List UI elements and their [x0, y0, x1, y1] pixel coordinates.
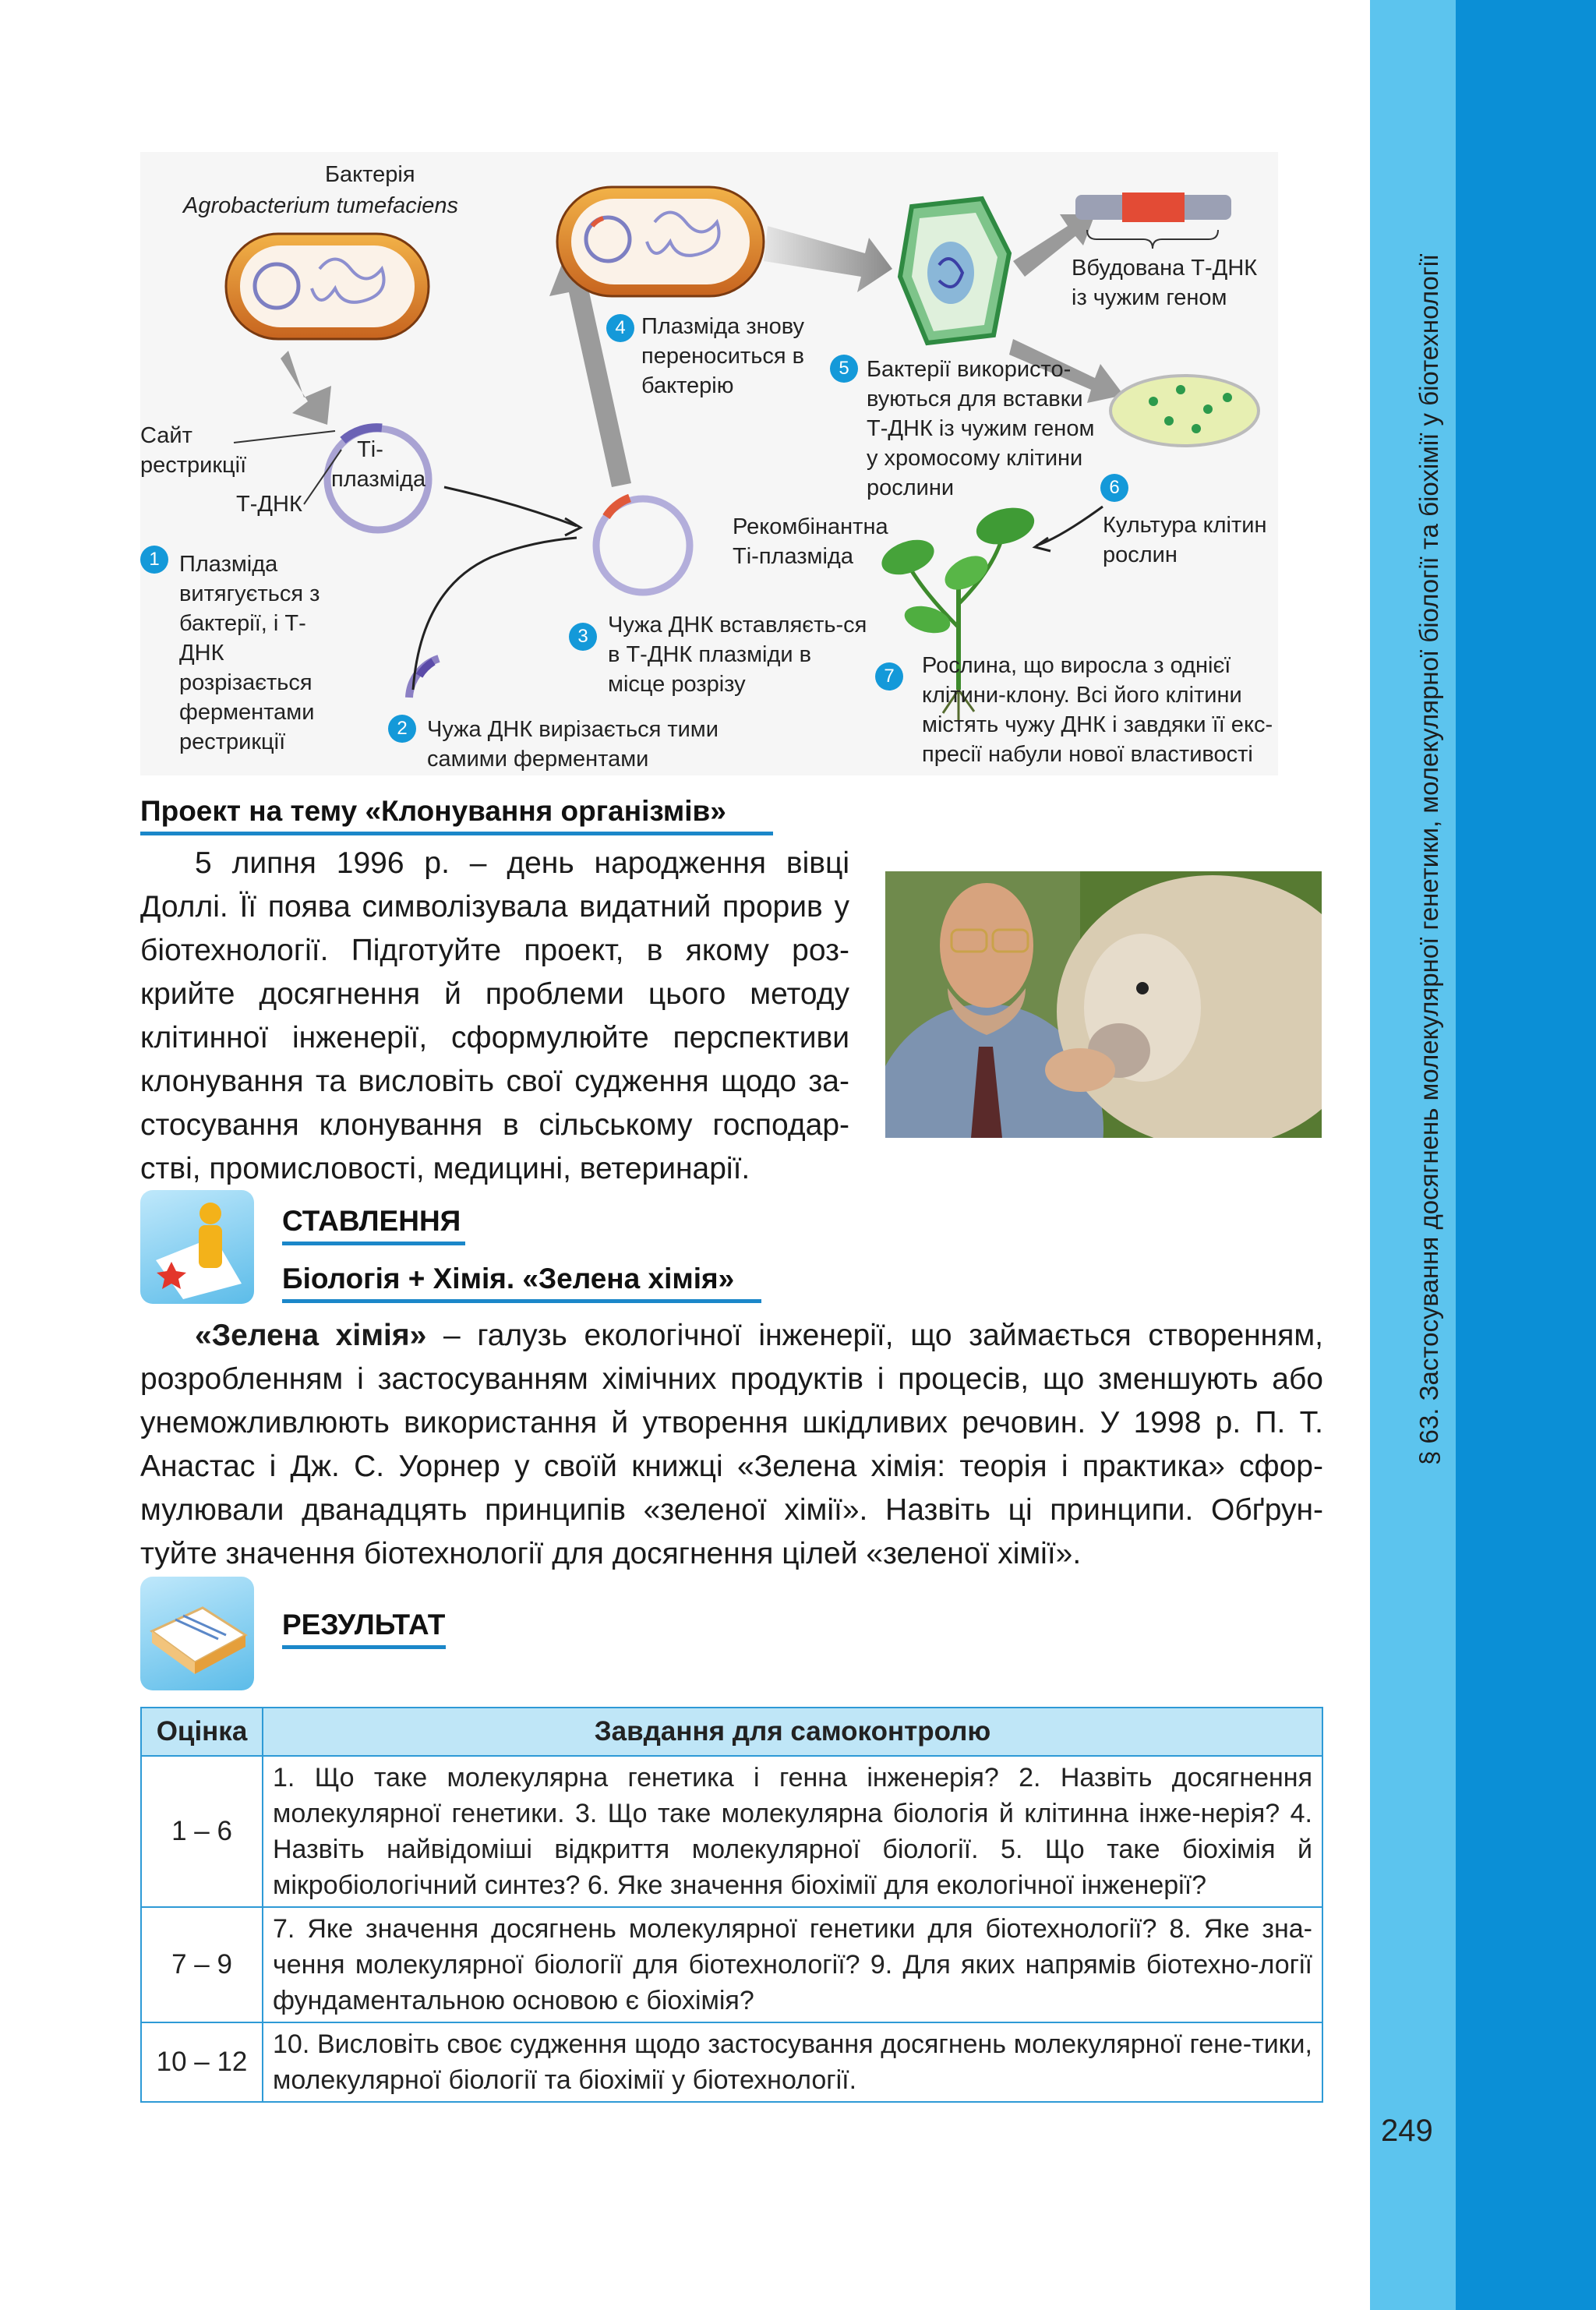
table-row — [141, 1756, 1322, 1907]
award-figure-icon — [140, 1190, 254, 1304]
step-6-text: Культура клітин рослин — [1103, 513, 1267, 567]
ti-plasmid-label: Ті-плазміда — [331, 437, 426, 492]
notebook-icon — [140, 1577, 254, 1690]
restriction-site-label: Сайт рестрикції — [140, 423, 247, 478]
tasks-column-header: Завдання для самоконтролю — [263, 1708, 1322, 1756]
step-5-text: Бактерії використо-вуються для вставки Т-ДНК із чужим геном у хромосому клітини рослини — [867, 357, 1095, 500]
integrated-dna-label: Вбудована Т-ДНК із чужим геном — [1072, 256, 1258, 310]
recombinant-label: Рекомбінантна Ті-плазміда — [733, 514, 888, 569]
attitude-subheading: Біологія + Хімія. «Зелена хімія» — [282, 1263, 734, 1295]
table-row — [141, 1907, 1322, 2022]
project-heading: Проект на тему «Клонування організмів» — [140, 795, 726, 828]
grade-cell: 7 – 9 — [141, 1907, 263, 2022]
grade-cell: 1 – 6 — [141, 1756, 263, 1907]
step-1-badge: 1 — [140, 546, 168, 574]
step-4-badge: 4 — [606, 314, 634, 342]
tasks-cell: 1. Що таке молекулярна генетика і генна інженерія? 2. Назвіть досягнення молекулярної генетики. 3. Що таке молекулярна біологія й клітинна інже-нерія? 4. Назвіть найвідоміші відкриття молекулярної біології. 5. Що таке біохімія й мікробіологічний синтез? 6. Яке значення біохімії для екологічної інженерії? — [263, 1756, 1322, 1907]
table-header-row — [141, 1708, 1322, 1756]
result-icon — [140, 1577, 254, 1690]
step-5-badge: 5 — [830, 355, 858, 383]
green-chemistry-definition: – галузь екологічної інженерії, що займається створенням, розробленням і застосуванням хімічних продуктів і процесів, що зменшують або унеможливлюють використання й утворення шкідливих речовин. У 1998 р. П. Т. Анастас і Дж. С. Уорнер у своїй книжці «Зелена хімія: теорія і практика» сфор-мулювали дванадцять принципів «зеленої хімії». Назвіть ці принципи. Обґрун-туйте значення біотехнології для досягнення цілей «зеленої хімії». — [140, 1319, 1323, 1570]
table-row — [141, 2022, 1322, 2102]
plant-cell — [900, 199, 1009, 343]
step-2-badge: 2 — [388, 715, 416, 743]
dolly-photo — [885, 871, 1322, 1138]
integrated-dna — [1075, 192, 1231, 249]
bacterium-1 — [226, 234, 429, 339]
step-3-text: Чужа ДНК вставляєть-ся в Т-ДНК плазміди в місце розрізу — [608, 613, 867, 697]
page-number: 249 — [1381, 2114, 1433, 2148]
attitude-icon — [140, 1190, 254, 1304]
petri-dish — [1110, 376, 1259, 446]
step-1-text: Плазміда витягується з бактерії, і Т-ДНК розрізається ферментами рестрикції — [179, 552, 320, 754]
step-7-badge: 7 — [875, 662, 903, 691]
step-3-badge: 3 — [569, 623, 597, 651]
step-6-badge: 6 — [1100, 474, 1128, 502]
attitude-text — [140, 1314, 1323, 1576]
tasks-cell: 7. Яке значення досягнень молекулярної генетики для біотехнології? 8. Яке зна-чення молекулярної біології для біотехнології? 9. Для яких напрямів біотехно-логії фундаментальною основою є біохімія? — [263, 1907, 1322, 2022]
project-text: 5 липня 1996 р. – день народження вівці Доллі. Її поява символізувала видатний прорив у біотехнології. Підготуйте проект, в якому роз-крийте досягнення й проблеми цього методу клітинної інженерії, сформулюйте перспективи клонування та висловіть свої судження щодо за-стосування клонування в сільському господар-стві, промисловості, медицині, ветеринарії. — [140, 846, 849, 1185]
t-dna-label: Т-ДНК — [236, 492, 302, 517]
step-7-text: Рослина, що виросла з однієї клітини-клону. Всі його клітини містять чужу ДНК і завдяки її екс-пресії набули нової властивості — [922, 653, 1273, 767]
running-head: § 63. Застосування досягнень молекулярної генетики, молекулярної біології та біохімії у біотехнології — [1414, 253, 1443, 1465]
green-chemistry-term: «Зелена хімія» — [195, 1319, 427, 1352]
grade-column-header: Оцінка — [141, 1708, 263, 1756]
step-2-text: Чужа ДНК вирізається тими самими ферментами — [427, 717, 719, 772]
dolly-photo-graphic — [885, 871, 1322, 1138]
attitude-heading: СТАВЛЕННЯ — [282, 1205, 461, 1238]
genetic-engineering-diagram — [140, 152, 1278, 775]
step-4-text: Плазміда знову переноситься в бактерію — [641, 314, 805, 398]
bacterium-2 — [557, 187, 764, 296]
result-heading: РЕЗУЛЬТАТ — [282, 1609, 445, 1641]
bacterium-title: Бактерія — [325, 162, 415, 187]
bacterium-species: Agrobacterium tumefaciens — [183, 193, 458, 218]
grade-cell: 10 – 12 — [141, 2022, 263, 2102]
side-bar-dark — [1456, 0, 1596, 2310]
tasks-cell: 10. Висловіть своє судження щодо застосування досягнень молекулярної гене-тики, молекулярної біології та біохімії у біотехнології. — [263, 2022, 1322, 2102]
self-control-table — [140, 1707, 1323, 2103]
